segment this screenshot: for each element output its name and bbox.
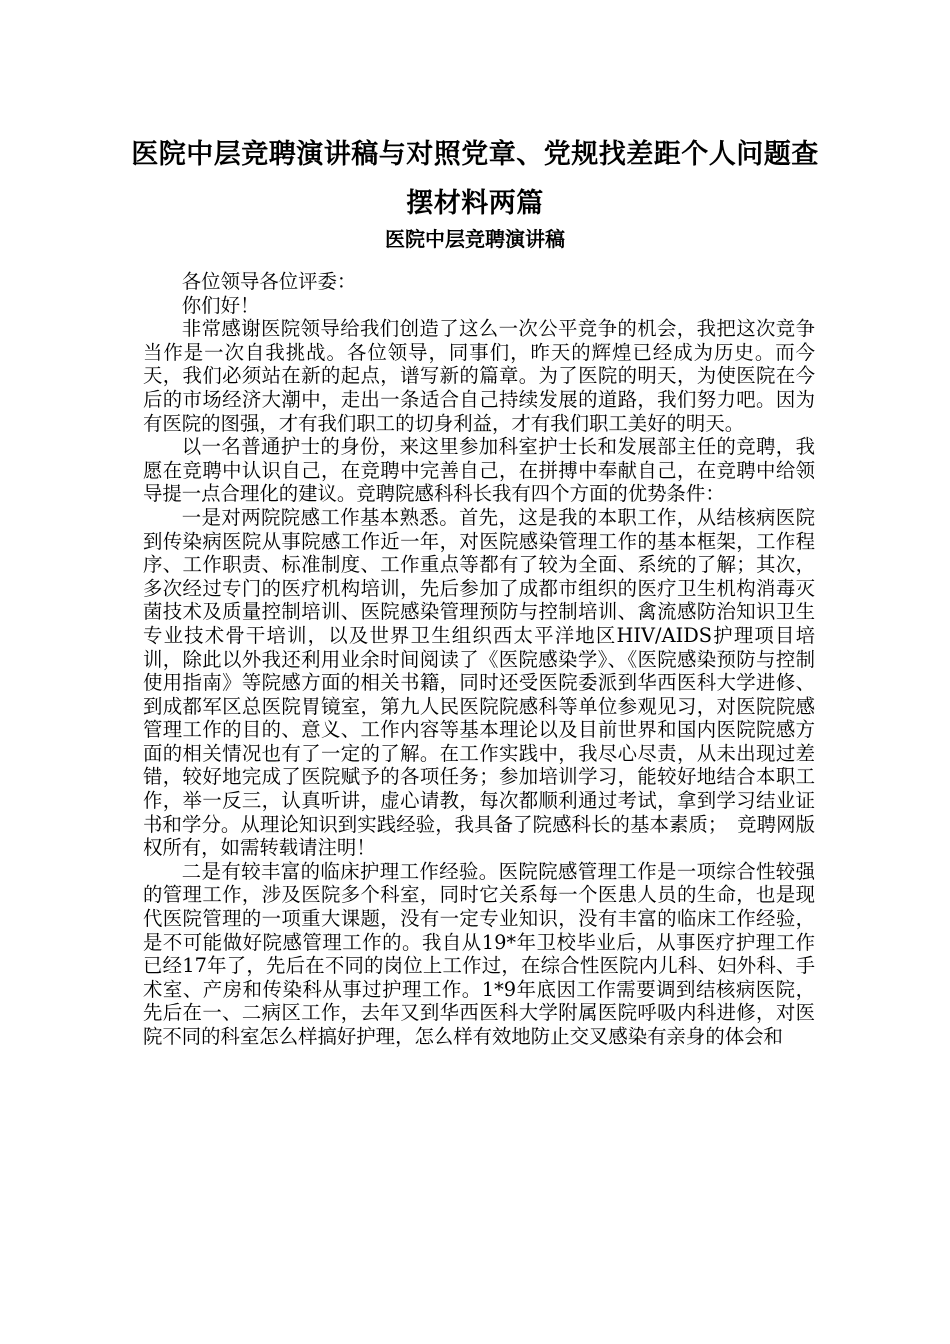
body-paragraph: 以一名普通护士的身份，来这里参加科室护士长和发展部主任的竞聘，我愿在竞聘中认识自己，在竞聘中完善自己，在拼搏中奉献自己，在竞聘中给领导提一点合理化的建议。竞聘院感科科长我有四个方面的优势条件： (143, 435, 815, 506)
document-title: 医院中层竞聘演讲稿与对照党章、党规找差距个人问题查摆材料两篇 (131, 139, 819, 219)
greeting-line: 各位领导各位评委： (181, 270, 357, 293)
body-paragraph: 一是对两院院感工作基本熟悉。首先，这是我的本职工作，从结核病医院到传染病医院从事院感工作近一年，对医院感染管理工作的基本框架，工作程序、工作职责、标准制度、工作重点等都有了较为全面、系统的了解；其次，多次经过专门的医疗机构培训，先后参加了成都市组织的医疗卫生机构消毒灭菌技术及质量控制培训、医院感染管理预防与控制培训、禽流感防治知识卫生专业技术骨干培训，以及世界卫生组织西太平洋地区HIV/AIDS护理项目培训，除此以外我还利用业余时间阅读了《医院感染学》、《医院感染预防与控制使用指南》等院感方面的相关书籍，同时还受医院委派到华西医科大学进修、到成都军区总医院胃镜室，第九人民医院院感科等单位参观见习，对医院院感管理工作的目的、意义、工作内容等基本理论以及目前世界和国内医院院感方面的相关情况也有了一定的了解。在工作实践中，我尽心尽责，从未出现过差错，较好地完成了医院赋予的各项任务；参加培训学习，能较好地结合本职工作，举一反三，认真听讲，虚心请教，每次都顺利通过考试，拿到学习结业证书和学分。从理论知识到实践经验，我具备了院感科长的基本素质； 竞聘网版权所有，如需转载请注明！ (143, 505, 815, 860)
document-subtitle: 医院中层竞聘演讲稿 (385, 227, 565, 251)
salutation-line: 你们好！ (181, 293, 260, 317)
document-body (143, 270, 815, 1049)
body-paragraph: 二是有较丰富的临床护理工作经验。医院院感管理工作是一项综合性较强的管理工作，涉及医院多个科室，同时它关系每一个医患人员的生命，也是现代医院管理的一项重大课题，没有一定专业知识，没有丰富的临床工作经验，是不可能做好院感管理工作的。我自从19*年卫校毕业后，从事医疗护理工作已经17年了，先后在不同的岗位上工作过，在综合性医院内儿科、妇外科、手术室、产房和传染科从事过护理工作。1*9年底因工作需要调到结核病医院，先后在一、二病区工作，去年又到华西医科大学附属医院呼吸内科进修，对医院不同的科室怎么样搞好护理，怎么样有效地防止交叉感染有亲身的体会和 (143, 859, 815, 1048)
body-paragraph: 非常感谢医院领导给我们创造了这么一次公平竞争的机会，我把这次竞争当作是一次自我挑战。各位领导，同事们，昨天的辉煌已经成为历史。而今天，我们必须站在新的起点，谱写新的篇章。为了医院的明天，为使医院在今后的市场经济大潮中，走出一条适合自己持续发展的道路，我们努力吧。因为有医院的图强，才有我们职工的切身利益，才有我们职工美好的明天。 (143, 317, 815, 435)
